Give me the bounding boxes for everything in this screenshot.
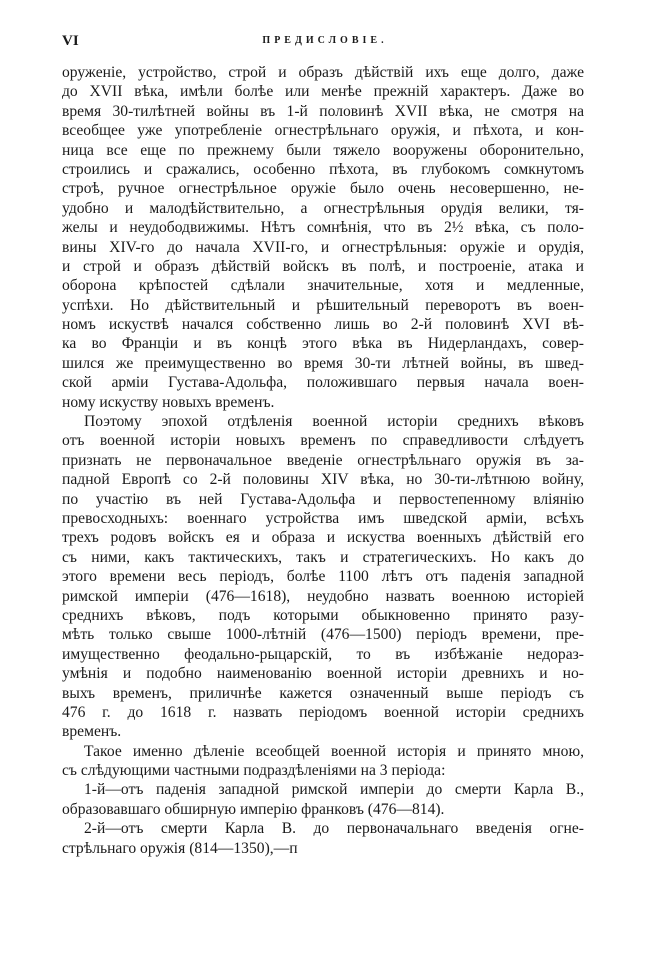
- text-line: ному искуству новыхъ временъ.: [62, 393, 275, 411]
- text-line: вины XIV-го до начала XVII-го, и огнестрѣльныя: оружіе и орудія,: [62, 238, 584, 256]
- text-line: съ слѣдующими частными подраздѣленіями на 3 періода:: [62, 762, 446, 780]
- text-line: до XVII вѣка, имѣли болѣе или менѣе прежній характеръ. Даже во: [62, 83, 584, 101]
- text-line: выхъ временъ, приличнѣе кажется означенный выше періодъ съ: [62, 684, 584, 702]
- text-line: 2-й—отъ смерти Карла В. до первоначальнаго введенія огне-: [84, 820, 584, 838]
- text-line: время 30-тилѣтней войны въ 1-й половинѣ XVII вѣка, не смотря на: [62, 102, 584, 120]
- text-line: 1-й—отъ паденія западной римской имперіи до смерти Карла В.,: [84, 781, 584, 799]
- text-line: по участію въ ней Густава-Адольфа и первостепенному вліянію: [62, 490, 584, 508]
- paragraph: [62, 780, 584, 819]
- text-line: ница все еще по прежнему были тяжело вооружены оборонительно,: [62, 141, 584, 159]
- text-line: номъ искуствѣ начался собственно лишь во 2-й половинѣ XVI вѣ-: [62, 316, 584, 334]
- text-line: мѣть только свыше 1000-лѣтній (476—1500) періодъ времени, пре-: [62, 626, 584, 644]
- text-line: римской имперіи (476—1618), неудобно назвать военною исторіей: [62, 587, 584, 605]
- running-title: ПРЕДИСЛОВІЕ.: [262, 35, 388, 46]
- text-line: временъ.: [62, 723, 122, 741]
- text-line: стрѣльнаго оружія (814—1350),—п: [62, 839, 298, 857]
- text-line: умѣнія и подобно наименованію военной исторіи древнихъ и но-: [62, 665, 584, 683]
- paragraph: [62, 63, 584, 412]
- paragraph: [62, 819, 584, 858]
- text-line: оружeніе, устройство, строй и образъ дѣйствій ихъ еще долго, даже: [62, 64, 584, 81]
- text-line: ка во Франціи и въ концѣ этого вѣка въ Нидерландахъ, совер-: [62, 335, 584, 353]
- text-line: среднихъ вѣковъ, подъ которыми обыкновенно принято разу-: [62, 606, 584, 624]
- text-line: строились и сражались, особенно пѣхота, въ глубокомъ сомкнутомъ: [62, 160, 584, 178]
- page-body: [62, 63, 584, 858]
- text-line: Поэтому эпохой отдѣленія военной исторіи среднихъ вѣковъ: [84, 413, 584, 431]
- paragraph: [62, 742, 584, 781]
- text-line: падной Европѣ со 2-й половины XIV вѣка, но 30-ти-лѣтнюю войну,: [62, 471, 584, 489]
- text-line: Такое именно дѣленіе всеобщей военной исторія и принято мною,: [84, 742, 584, 760]
- text-line: желы и неудободвижимы. Нѣтъ сомнѣнія, что въ 2½ вѣка, съ поло-: [62, 219, 584, 237]
- text-line: имущественно феодально-рыцарскій, то въ избѣжаніе недораз-: [62, 645, 584, 663]
- text-line: признать не первоначальное введеніе огнестрѣльнаго оружія въ за-: [62, 451, 584, 469]
- paragraph: [62, 412, 584, 742]
- text-line: строѣ, ручное огнестрѣльное оружіе было очень несовершенно, не-: [62, 180, 584, 198]
- text-line: отъ военной исторіи новыхъ временъ по справедливости слѣдуетъ: [62, 432, 584, 450]
- text-line: превосходныхъ: военнаго устройства имъ шведской арміи, всѣхъ: [62, 509, 584, 527]
- text-line: всеобщее уже употребленіе огнестрѣльнаго оружія, и пѣхота, и кон-: [62, 122, 584, 140]
- text-line: съ ними, какъ тактическихъ, такъ и стратегическихъ. Но какъ до: [62, 548, 584, 566]
- text-line: успѣхи. Но дѣйствительный и рѣшительный переворотъ въ воен-: [62, 296, 584, 314]
- text-line: образовавшаго обширную имперію франковъ (476—814).: [62, 800, 445, 818]
- text-line: ской арміи Густава-Адольфа, положившаго первыя начала воен-: [62, 374, 584, 392]
- text-line: оборона крѣпостей сдѣлали значительные, хотя и медленные,: [62, 277, 584, 295]
- text-line: 476 г. до 1618 г. назвать періодомъ военной исторіи среднихъ: [62, 703, 584, 721]
- text-line: удобно и малодѣйствительно, а огнестрѣльныя орудія велики, тя-: [62, 199, 584, 217]
- text-line: шился же преимущественно во время 30-ти лѣтней войны, въ швед-: [62, 354, 584, 372]
- text-line: и строй и образъ дѣйствій войскъ въ полѣ, и построеніе, атака и: [62, 257, 584, 275]
- text-line: этого времени весь періодъ, болѣе 1100 лѣтъ отъ паденія западной: [62, 568, 584, 586]
- text-line: трехъ родовъ войскъ ея и образа и искуства военныхъ дѣйствій его: [62, 529, 584, 547]
- page-number: VI: [62, 33, 79, 49]
